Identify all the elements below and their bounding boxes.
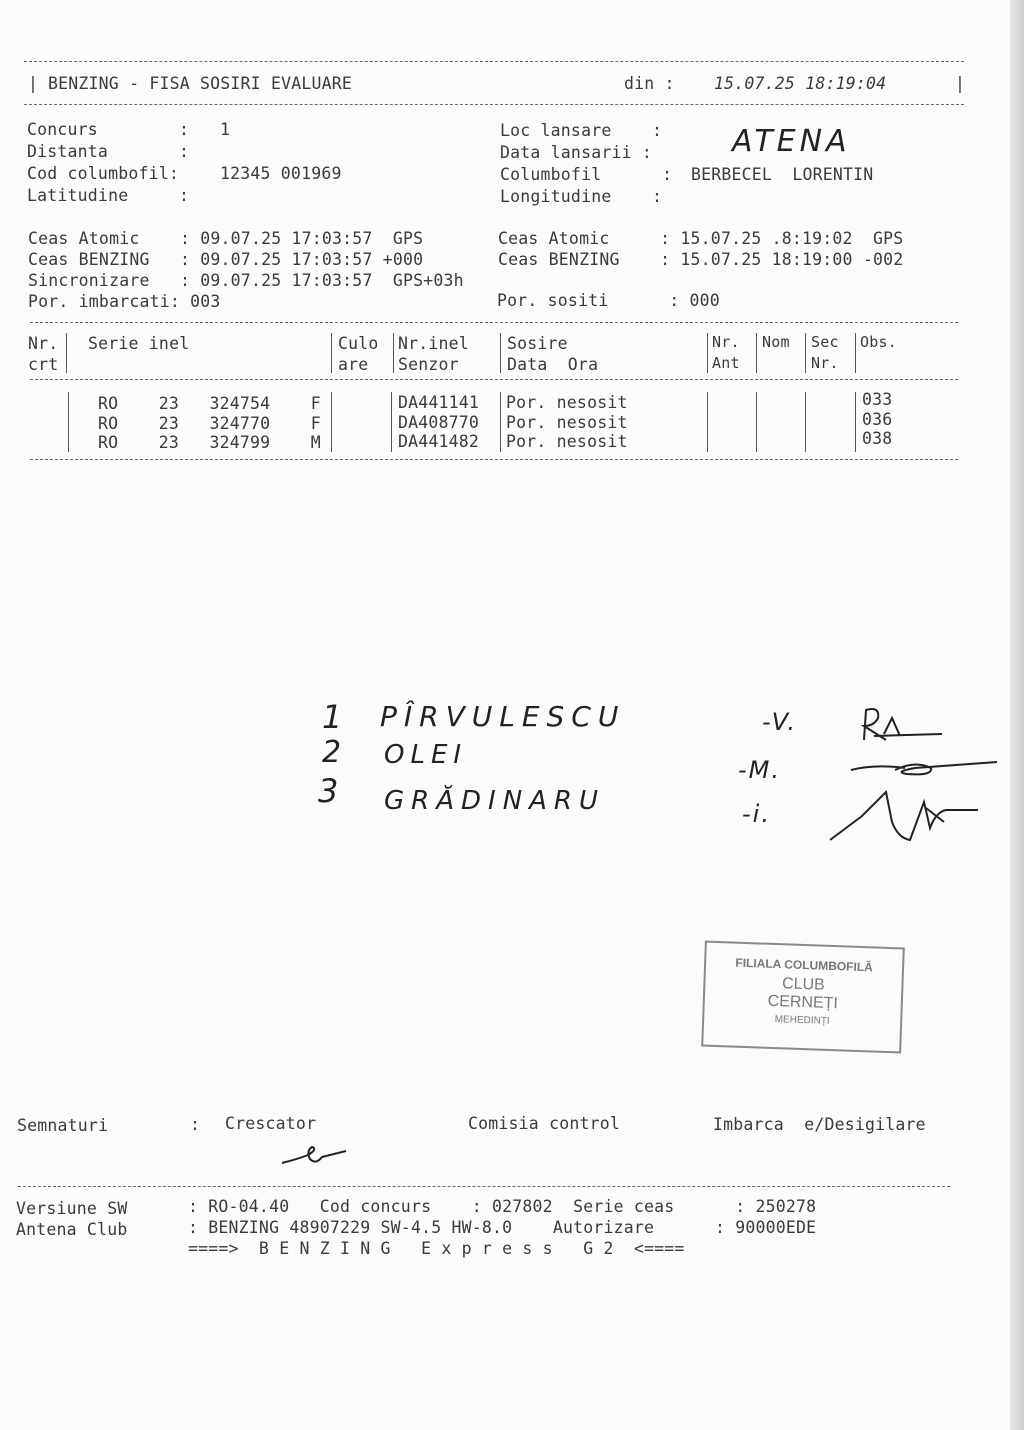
col-sep xyxy=(855,392,856,452)
sensor-id: DA441482 xyxy=(398,432,480,451)
porumbei-sositi: Por. sositi : 000 xyxy=(497,291,720,310)
antena-club-value: : BENZING 48907229 SW-4.5 HW-8.0 Autorizare : 90000EDE xyxy=(188,1218,817,1237)
obs-value: 038 xyxy=(862,429,893,448)
col-header-culoare-1: Culo xyxy=(338,334,379,353)
col-header-culoare-2: are xyxy=(338,355,369,374)
data-lansarii-label: Data lansarii : xyxy=(500,143,653,162)
footer-rule xyxy=(18,1186,950,1187)
stamp-line-1: FILIALA COLUMBOFILĂ xyxy=(735,955,874,975)
col-header-sec-1: Sec xyxy=(811,333,839,351)
col-sep xyxy=(707,392,708,452)
ceas-atomic-start: Ceas Atomic : 09.07.25 17:03:57 GPS xyxy=(28,229,424,248)
header-din-label: din : xyxy=(624,74,675,93)
sosire-status: Por. nesosit xyxy=(506,432,628,451)
col-header-nr-ant-1: Nr. xyxy=(712,333,740,351)
versiune-sw-label: Versiune SW xyxy=(16,1199,128,1218)
semnaturi-label: Semnaturi xyxy=(17,1116,109,1135)
ceas-atomic-end: Ceas Atomic : 15.07.25 .8:19:02 GPS xyxy=(498,229,904,248)
ceas-benzing-end: Ceas BENZING : 15.07.25 18:19:00 -002 xyxy=(498,250,904,269)
sincronizare: Sincronizare : 09.07.25 17:03:57 GPS+03h xyxy=(28,271,464,290)
ring-serial: RO 23 324754 F xyxy=(98,394,321,413)
col-sep xyxy=(68,392,69,452)
comisia-control-label: Comisia control xyxy=(468,1114,621,1133)
sensor-id: DA441141 xyxy=(398,393,480,412)
loc-lansare-handwritten: ATENA xyxy=(732,124,851,159)
antena-club-label: Antena Club xyxy=(16,1220,128,1239)
col-header-sec-2: Nr. xyxy=(811,354,839,372)
porumbei-imbarcati: Por. imbarcati: 003 xyxy=(28,292,221,311)
benzing-express-banner: ====> B E N Z I N G E x p r e s s G 2 <==== xyxy=(188,1239,685,1258)
ring-serial: RO 23 324770 F xyxy=(98,414,321,433)
crescator-label: Crescator xyxy=(225,1114,317,1133)
ring-serial: RO 23 324799 M xyxy=(98,433,321,452)
col-sep xyxy=(393,333,394,373)
col-header-senzor: Senzor xyxy=(398,355,459,374)
header-datetime: 15.07.25 18:19:04 xyxy=(714,74,887,93)
handwritten-number-2: 2 xyxy=(322,735,348,770)
stamp-line-4: MEHEDINȚI xyxy=(774,1014,830,1027)
col-header-nr: Nr. xyxy=(28,334,59,353)
concurs-value: 1 xyxy=(220,120,231,139)
col-sep xyxy=(756,392,757,452)
col-sep xyxy=(391,392,392,452)
col-sep xyxy=(331,392,332,452)
col-sep xyxy=(331,333,332,373)
versiune-sw-value: : RO-04.40 Cod concurs : 027802 Serie ceas : 250278 xyxy=(188,1197,817,1216)
obs-value: 033 xyxy=(862,390,893,409)
crescator-signature xyxy=(278,1143,350,1169)
imbarcare-label: Imbarca e/Desigilare xyxy=(713,1115,926,1134)
col-header-nom: Nom xyxy=(762,333,790,351)
sosire-status: Por. nesosit xyxy=(506,413,628,432)
columbofil-label: Columbofil : xyxy=(500,165,673,184)
signature-1 xyxy=(850,700,950,748)
cod-columbofil-label: Cod columbofil: xyxy=(27,164,180,183)
ceas-benzing-start: Ceas BENZING : 09.07.25 17:03:57 +000 xyxy=(28,250,424,269)
col-header-sosire: Sosire xyxy=(507,334,568,353)
table-top-rule xyxy=(30,322,958,323)
col-header-nr-ant-2: Ant xyxy=(712,354,740,372)
col-sep xyxy=(756,333,757,373)
club-stamp xyxy=(701,941,905,1054)
col-sep xyxy=(805,333,806,373)
longitudine-label: Longitudine : xyxy=(500,187,663,206)
distanta-label: Distanta : xyxy=(27,142,190,161)
header-pipe-right: | xyxy=(955,74,966,93)
col-header-crt: crt xyxy=(28,355,59,374)
header-top-rule xyxy=(24,61,964,62)
columbofil-value: BERBECEL LORENTIN xyxy=(691,165,874,184)
col-header-serie-inel: Serie inel xyxy=(88,334,190,353)
signature-2 xyxy=(845,752,1005,782)
handwritten-role-2: -M. xyxy=(738,756,781,784)
obs-value: 036 xyxy=(862,410,893,429)
loc-lansare-label: Loc lansare : xyxy=(500,121,663,140)
col-sep xyxy=(855,333,856,373)
handwritten-name-3: GRĂDINARU xyxy=(384,786,606,816)
document-title: BENZING - FISA SOSIRI EVALUARE xyxy=(48,74,353,93)
stamp-line-2: CLUB xyxy=(781,975,826,994)
latitudine-label: Latitudine : xyxy=(27,186,190,205)
handwritten-role-1: -V. xyxy=(762,708,797,736)
handwritten-name-2: OLEI xyxy=(384,740,468,770)
table-bottom-rule xyxy=(30,459,958,460)
col-sep xyxy=(805,392,806,452)
handwritten-role-3: -i. xyxy=(742,800,771,828)
col-sep xyxy=(500,392,501,452)
stamp-line-3: CERNEȚI xyxy=(767,992,839,1013)
page-edge xyxy=(1010,0,1024,1430)
table-header-rule xyxy=(30,379,958,380)
cod-columbofil-value: 12345 001969 xyxy=(220,164,342,183)
header-bottom-rule xyxy=(24,104,964,105)
col-sep xyxy=(66,333,67,373)
sosire-status: Por. nesosit xyxy=(506,393,628,412)
col-sep xyxy=(707,333,708,373)
col-header-nr-inel: Nr.inel xyxy=(398,334,469,353)
semnaturi-colon: : xyxy=(190,1115,201,1134)
handwritten-number-1: 1 xyxy=(322,698,349,736)
signature-3 xyxy=(826,782,986,846)
sensor-id: DA408770 xyxy=(398,413,480,432)
col-sep xyxy=(500,333,501,373)
concurs-label: Concurs : xyxy=(27,120,190,139)
handwritten-number-3: 3 xyxy=(318,772,345,810)
col-header-data-ora: Data Ora xyxy=(507,355,599,374)
handwritten-name-1: PÎRVULESCU xyxy=(380,700,626,733)
col-header-obs: Obs. xyxy=(860,333,897,351)
header-pipe-left: | xyxy=(28,74,39,93)
